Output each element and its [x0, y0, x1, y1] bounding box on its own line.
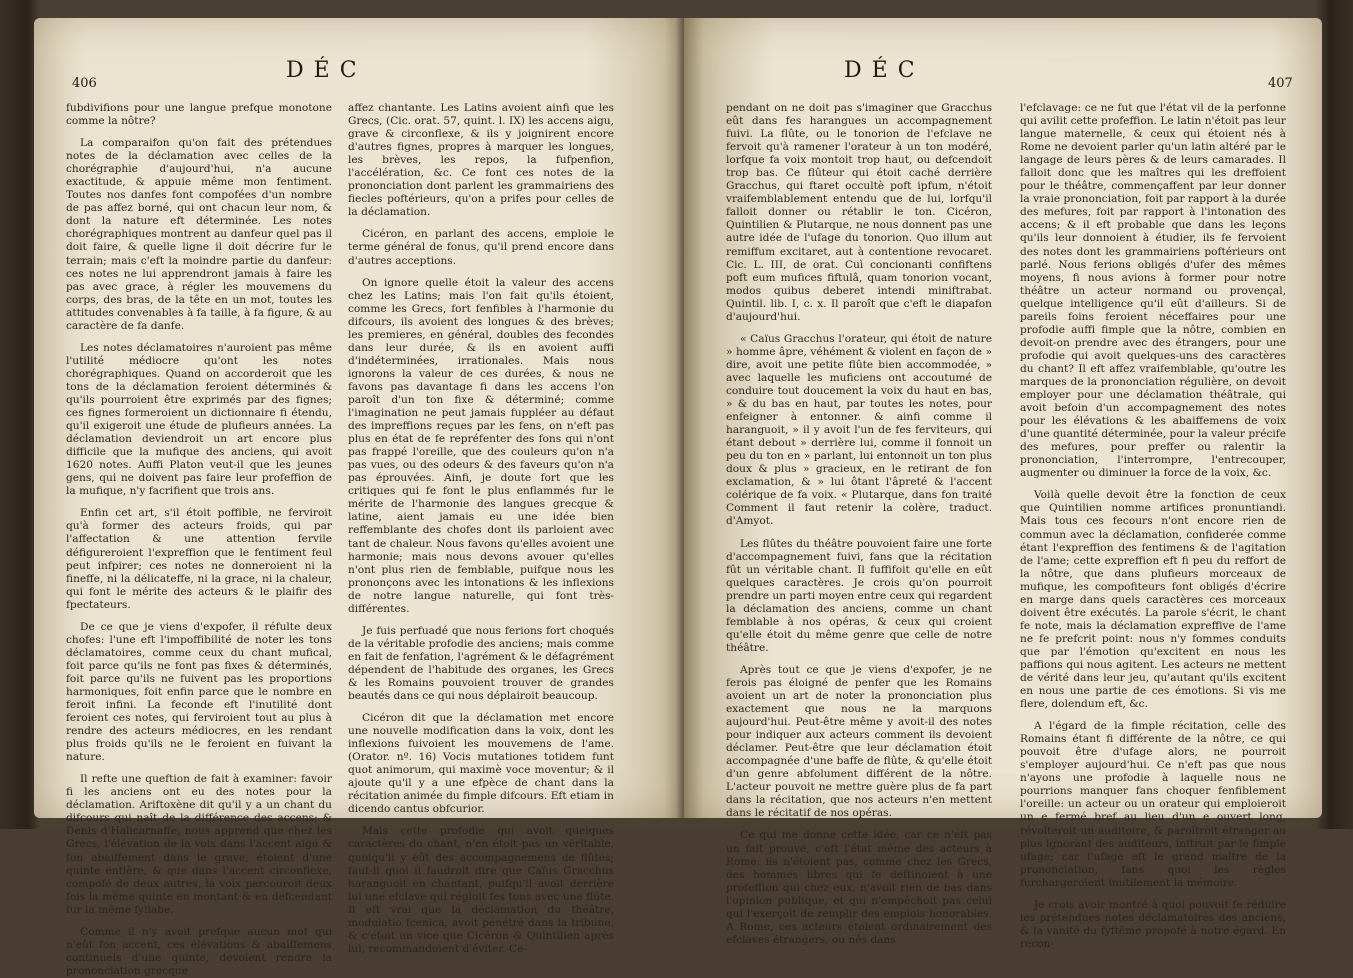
text-column [726, 102, 992, 946]
paragraph: On ignore quelle étoit la valeur des accens chez les Latins; mais l'on fait qu'ils étoient, comme les Grecs, fort fenfibles à l'harmonie du difcours, ils avoient des longues & des brèves; les premieres, en général, doubles des fecondes dans leur durée, & ils en avoient auffi d'indéterminées, irrationales. Mais nous ignorons la valeur de ces durées, & nous ne favons pas davantage fi dans les accens l'on paroît d'un ton fixe & déterminé; comme l'imagination ne peut jamais fuppléer au défaut des impreffions reçues par les fens, on n'eft pas plus en état de fe repréfenter des fons qui n'ont pas frappé l'oreille, que des couleurs qu'on n'a pas vues, ou des odeurs & des faveurs qu'on n'a pas éprouvées. Ainfi, je doute fort que les critiques qui fe font le plus enflammés fur le mérite de l'harmonie des langues grecque & latine, aient jamais eu une idée bien reffemblante des chofes dont ils parloient avec tant de chaleur. Nous favons qu'elles avoient une harmonie; mais nous devons avouer qu'elles n'ont plus rien de femblable, puifque nous les prononçons avec les intonations & les inflexions de notre langue naturelle, qui font très-différentes. [348, 276, 614, 615]
paragraph: « Caïus Gracchus l'orateur, qui étoit de nature » homme âpre, véhément & violent en façon de » dire, avoit une petite flûte bien accommodée, » avec laquelle les muficiens ont accoutumé de conduire tout doucement la voix du haut en bas, » & du bas en haut, par toutes les notes, pour enfeigner à entonner. & ainfi comme il haranguoit, » il y avoit l'un de fes ferviteurs, qui étant debout » derrière lui, comme il fonnoit un peu du ton en » parlant, lui entonnoit un ton plus doux & plus » gracieux, en le retirant de fon exclamation, & » lui ôtant l'âpreté & l'accent colérique de fa voix. « Plutarque, dans fon traité Comment il faut retenir la colère, traduct. d'Amyot. [726, 332, 992, 528]
paragraph: Il refte une queftion de fait à examiner: favoir fi les anciens ont eu des notes pour la déclamation. Ariftoxène dit qu'il y a un chant du difcours qui naît de la différence des accens; & Denis d'Halicarnaffe, nous apprend que chez les Grecs, l'élévation de la voix dans l'accent aigu & fon abaiffement dans le grave, étoient d'une quinte entière, & que dans l'accent circonflexe, compofé de deux autres, la voix parcouroit deux fois la même quinte en montant & en defcendant fur la même fyllabe. [66, 773, 332, 916]
paragraph: fubdivifions pour une langue prefque monotone comme la nôtre? [66, 102, 332, 128]
paragraph: Mais cette profodie qui avoit quelques caractères du chant, n'en étoit pas un véritable, quoiqu'il y eût des accompagnemens de flûtes; faut-il quoi il faudroit dire que Caïus Gracchus haranguoit en chantant, puifqu'il avoit derrière lui une efclave qui régloit fes tons avec une flûte. Il eft vrai que la déclamation du théâtre, modulatio fcenica, avoit pénétré dans la tribune, & c'étoit un vice que Cicéron & Quintilien après lui, recommandoient d'éviter. Ce- [348, 825, 614, 955]
paragraph: Comme il n'y avoit prefque aucun mot qui n'eût fon accent, ces élévations & abaiffemens continuels d'une quinte, devoient rendre la prononciation grecque [66, 925, 332, 977]
paragraph: La comparaifon qu'on fait des prétendues notes de la déclamation avec celles de la chorégraphie d'aujourd'hui, n'a aucune exactitude, & appuie même mon fentiment. Toutes nos danfes font compofées d'un nombre de pas affez borné, qui ont chacun leur nom, & dont la nature eft déterminée. Les notes chorégraphiques montrent au danfeur quel pas il doit faire, & quelle ligne il doit décrire fur le terrain; mais c'eft la moindre partie du danfeur: ces notes ne lui apprendront jamais à faire les pas avec grace, à régler les mouvemens du corps, des bras, de la tête en un mot, toutes les attitudes convenables à fa taille, à fa figure, & au caractère de fa danfe. [66, 137, 332, 332]
paragraph: Je fuis perfuadé que nous ferions fort choqués de la véritable profodie des anciens; mais comme en fait de fenfation, l'agrément & le défagrément dépendent de l'habitude des organes, les Grecs & les Romains pouvoient trouver de grandes beautés dans ce qui nous déplairoit beaucoup. [348, 624, 614, 703]
text-column [348, 102, 614, 955]
paragraph: affez chantante. Les Latins avoient ainfi que les Grecs, (Cic. orat. 57, quint. l. IX) les accens aigu, grave & circonflexe, & ils y joignirent encore d'autres fignes, propres à marquer les longues, les brèves, les repos, la fufpenfion, l'accélération, &c. Ce font ces notes de la prononciation dont parlent les grammairiens des fiecles poftérieurs, qu'on a prifes pour celles de la déclamation. [348, 102, 614, 219]
paragraph: Cicéron, en parlant des accens, emploie le terme général de fonus, qu'il prend encore dans d'autres acceptions. [348, 228, 614, 267]
right-page [684, 18, 1322, 950]
paragraph: l'efclavage: ce ne fut que l'état vil de la perfonne qui avilit cette profeffion. Le latin n'étoit pas leur langue maternelle, & ceux qui étoient nés à Rome ne devoient parler qu'un latin altéré par le langage de leurs pères & de leurs camarades. Il falloit donc que les maîtres qui les dreffoient pour le théâtre, commençaffent par leur donner la vraie prononciation, foit par rapport à la durée des mefures, foit par rapport à l'intonation des accens; & il eft probable que dans les leçons qu'ils leur donnoient à étudier, ils fe fervoient des notes dont les grammairiens poftérieurs ont parlé. Nous ferions obligés d'ufer des mêmes moyens, fi nous avions à former pour notre théâtre un acteur normand ou provençal, quelque intelligence qu'il eût d'ailleurs. Si de pareils foins feroient néceffaires pour une profodie auffi fimple que la nôtre, combien en devoit-on prendre avec des étrangers, pour une profodie qui avoit quelques-uns des caractères du chant? Il eft affez vraifemblable, qu'outre les marques de la prononciation régulière, on devoit employer pour une déclamation théâtrale, qui avoit befoin d'un accompagnement des notes pour les élévations & les abaiffemens de voix d'une quantité déterminée, pour la valeur précife des mefures, pour preffer ou ralentir la prononciation, l'interrompre, l'entrecouper, augmenter ou diminuer la force de la voix, &c. [1020, 102, 1286, 480]
paragraph: Ce qui me donne cette idée, car ce n'eft pas un fait prouvé, c'eft l'état même des acteurs à Rome: ils n'étoient pas, comme chez les Grecs, des hommes libres qui fe deftinoient à une profeffion qui chez eux, n'avoit rien de bas dans l'opinion publique, et qui n'empêchoit pas celui qui l'exerçoit de remplir des emplois honorables. A Rome, ces acteurs étoient ordinairement des efclaves étrangers, ou nés dans [726, 829, 992, 946]
paragraph: Je crois avoir montré à quoi pouvoit fe réduire les prétendues notes déclamatoires des anciens, & la vanité du fyftême propofé à notre égard. En recon- [1020, 898, 1286, 950]
running-head: DÉC [844, 58, 925, 83]
running-head: DÉC [286, 58, 367, 83]
text-column [1020, 102, 1286, 950]
paragraph: Cicéron dit que la déclamation met encore une nouvelle modification dans la voix, dont les inflexions fuivoient les mouvemens de l'ame. (Orator. nº. 16) Vocis mutationes totidem funt quot animorum, qui maximè voce moventur; & il ajoute qu'il y a une efpèce de chant dans la récitation animée du fimple difcours. Eft etiam in dicendo cantus obfcurior. [348, 712, 614, 816]
paragraph: A l'égard de la fimple récitation, celle des Romains étant fi différente de la nôtre, ce qui pouvoit être d'ufage alors, ne pourroit s'employer aujourd'hui. Ce n'eft pas que nous n'ayons une profodie à laquelle nous ne pourrions manquer fans choquer fenfiblement l'oreille: un acteur ou un orateur qui emploieroit un e fermé bref au lieu d'un e ouvert long, révolteroit un auditoire, & paroîtroit étranger au plus ignorant des auditeurs, inftruit par le fimple ufage; car l'ufage eft le grand maître de la prononciation, fans quoi les règles furchargeroient inutilement la mémoire. [1020, 720, 1286, 889]
text-column [66, 102, 332, 977]
paragraph: pendant on ne doit pas s'imaginer que Gracchus eût dans fes harangues un accompagnement fuivi. La flûte, ou le tonorion de l'efclave ne fervoit qu'à ramener l'orateur à un ton modéré, lorfque fa voix montoit trop haut, ou defcendoit trop bas. Ce flûteur qui étoit caché derrière Gracchus, qui ftaret occultè poft ipfum, n'étoit vraifemblablement entendu que de lui, lorfqu'il falloit donner ou rétablir le ton. Cicéron, Quintilien & Plutarque, ne nous donnent pas une autre idée de l'ufage du tonorion. Quo illum aut remiffum excitaret, aut à contentione revocaret. Cic. L. III, de orat. Cuì concionanti confiftens poft eum mufices fiftulâ, quam tonorion vocant, modos quibus deberet intendi miniftrabat. Quintil. lib. I, c. x. Il paroît que c'eft le diapafon d'aujourd'hui. [726, 102, 992, 323]
paragraph: De ce que je viens d'expofer, il réfulte deux chofes: l'une eft l'impoffibilité de noter les tons déclamatoires, comme ceux du chant mufical, foit parce qu'ils ne font pas fixes & déterminés, foit parce qu'ils ne fuivent pas les proportions harmoniques, foit enfin parce que le nombre en feroit infini. La feconde eft l'inutilité dont feroient ces notes, qui ferviroient tout au plus à rendre des acteurs médiocres, en les rendant plus froids qu'ils ne le feroient en fuivant la nature. [66, 620, 332, 764]
page-number: 407 [1268, 76, 1293, 91]
paragraph: Après tout ce que je viens d'expofer, je ne ferois pas éloigné de penfer que les Romains avoient un art de noter la prononciation plus exactement que nous ne la marquons aujourd'hui. Peut-être même y avoit-il des notes pour indiquer aux acteurs comment ils devoient déclamer. Peut-être que leur déclamation étoit accompagnée d'une baffe de flûte, & qu'elle étoit d'un genre abfolument différent de la nôtre. L'acteur pouvoit ne mettre guère plus de fa part dans la récitation, que nos acteurs n'en mettent dans le récitatif de nos opéras. [726, 663, 992, 820]
paragraph: Enfin cet art, s'il étoit poffible, ne ferviroit qu'à former des acteurs froids, qui par l'affectation & une attention fervile défigureroient l'expreffion que le fentiment feul peut infpirer; ces notes ne donneroient ni la fineffe, ni la délicateffe, ni la grace, ni la chaleur, qui font le mérite des acteurs & le plaifir des fpectateurs. [66, 507, 332, 611]
paragraph: Les flûtes du théâtre pouvoient faire une forte d'accompagnement fuivi, fans que la récitation fût un véritable chant. Il fuffifoit qu'elle en eût quelques caractères. Je crois qu'on pourroit prendre un parti moyen entre ceux qui regardent la déclamation des anciens, comme un chant femblable à nos opéras, & ceux qui croient qu'elle étoit du même genre que celle de notre théâtre. [726, 537, 992, 654]
left-page [34, 18, 684, 977]
paragraph: Voilà quelle devoit être la fonction de ceux que Quintilien nomme artifices pronuntiandi. Mais tous ces fecours n'ont encore rien de commun avec la déclamation, confiderée comme étant l'expreffion des fentimens & de l'agitation de l'ame; cette expreffion eft fi peu du reffort de la nôtre, que dans plufieurs morceaux de mufique, les compofiteurs font obligés d'écrire en marge dans quels caractères ces morceaux doivent être exécutés. La parole s'écrit, le chant fe note, mais la déclamation expreffive de l'ame ne fe prefcrit point: nous n'y fommes conduits que par l'émotion qu'excitent en nous les paffions qui nous agitent. Les acteurs ne mettent de vérité dans leur jeu, qu'autant qu'ils excitent en nous une partie de ces émotions. Si vis me flere, dolendum eft, &c. [1020, 489, 1286, 711]
paragraph: Les notes déclamatoires n'auroient pas même l'utilité médiocre qu'ont les notes chorégraphiques. Quand on accorderoit que les tons de la déclamation feroient déterminés & qu'ils pourroient être exprimés par des fignes; ces fignes formeroient un dictionnaire fi étendu, qu'il exigeroit une étude de plufieurs années. La déclamation deviendroit un art encore plus difficile que la mufique des anciens, qui avoit 1620 notes. Auffi Platon veut-il que les jeunes gens, qui ne doivent pas faire leur profeffion de la mufique, n'y facrifient que trois ans. [66, 341, 332, 498]
page-number: 406 [72, 76, 97, 91]
